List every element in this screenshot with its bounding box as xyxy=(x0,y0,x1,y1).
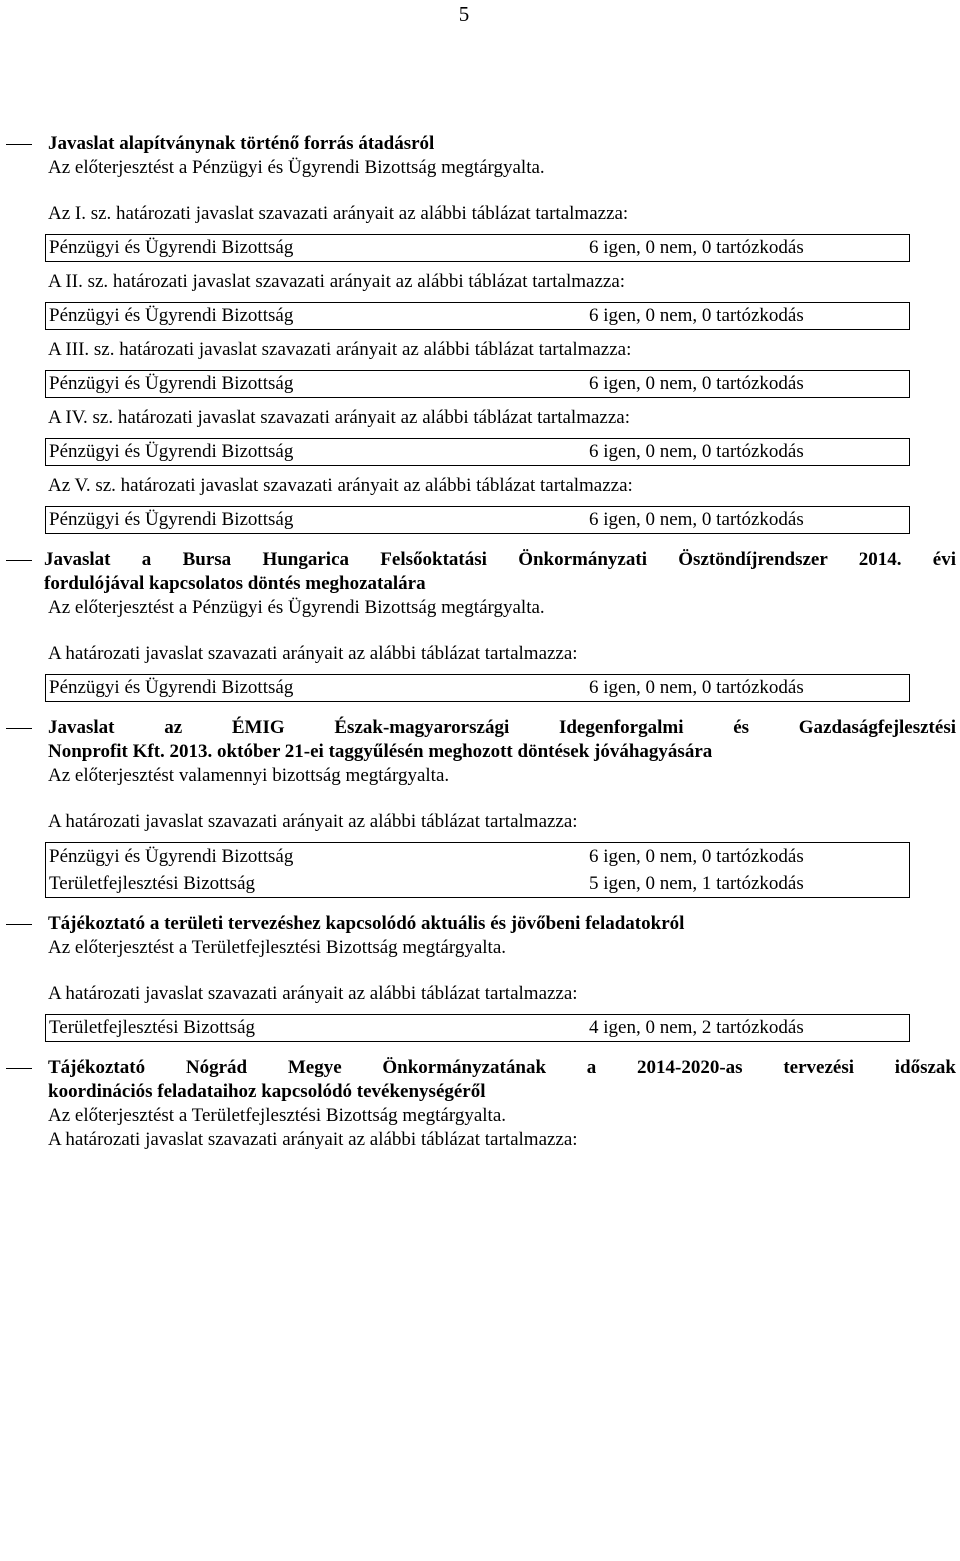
agenda-item-title-line: Nonprofit Kft. 2013. október 21-ei taggyűlésén meghozott döntések jóváhagyására xyxy=(48,741,713,762)
vote-row xyxy=(46,507,910,534)
vote-caption: A határozati javaslat szavazati arányait az alábbi táblázat tartalmazza: xyxy=(48,1129,578,1150)
agenda-item-title: Tájékoztató a területi tervezéshez kapcsolódó aktuális és jövőbeni feladatokról xyxy=(48,913,685,934)
agenda-item-intro: Az előterjesztést a Pénzügyi és Ügyrendi Bizottság megtárgyalta. xyxy=(48,157,545,178)
vote-caption: A II. sz. határozati javaslat szavazati arányait az alábbi táblázat tartalmazza: xyxy=(48,271,626,292)
vote-caption: Az I. sz. határozati javaslat szavazati arányait az alábbi táblázat tartalmazza: xyxy=(48,203,629,224)
agenda-item xyxy=(0,548,960,702)
vote-row xyxy=(46,675,910,702)
vote-result: 4 igen, 0 nem, 2 tartózkodás xyxy=(581,1015,910,1042)
agenda-item-title: Javaslat alapítványnak történő forrás átadásról xyxy=(48,133,435,154)
vote-row xyxy=(46,235,910,262)
vote-row xyxy=(46,303,910,330)
committee-name: Pénzügyi és Ügyrendi Bizottság xyxy=(46,439,582,466)
vote-table xyxy=(45,674,910,702)
committee-name: Területfejlesztési Bizottság xyxy=(46,1015,582,1042)
vote-result: 6 igen, 0 nem, 0 tartózkodás xyxy=(581,843,910,871)
agenda-item-title xyxy=(44,548,956,596)
agenda-item-intro: Az előterjesztést a Területfejlesztési Bizottság megtárgyalta. xyxy=(48,937,507,958)
agenda-item xyxy=(0,912,960,1042)
agenda-item-title-line: Tájékoztató Nógrád Megye Önkormányzatának a 2014-2020-as tervezési időszak xyxy=(48,1057,956,1078)
vote-row xyxy=(46,439,910,466)
vote-caption: A határozati javaslat szavazati arányait az alábbi táblázat tartalmazza: xyxy=(48,811,578,832)
committee-name: Pénzügyi és Ügyrendi Bizottság xyxy=(46,507,582,534)
vote-table xyxy=(45,370,910,398)
committee-name: Pénzügyi és Ügyrendi Bizottság xyxy=(46,235,582,262)
vote-row xyxy=(46,870,910,898)
vote-table xyxy=(45,506,910,534)
vote-result: 6 igen, 0 nem, 0 tartózkodás xyxy=(581,303,910,330)
vote-caption: A határozati javaslat szavazati arányait az alábbi táblázat tartalmazza: xyxy=(48,643,578,664)
vote-result: 6 igen, 0 nem, 0 tartózkodás xyxy=(581,235,910,262)
committee-name: Pénzügyi és Ügyrendi Bizottság xyxy=(46,675,582,702)
agenda-item-title xyxy=(48,716,956,764)
agenda-item-title-line: Javaslat a Bursa Hungarica Felsőoktatási Önkormányzati Ösztöndíjrendszer 2014. évi xyxy=(44,549,956,570)
vote-result: 6 igen, 0 nem, 0 tartózkodás xyxy=(581,439,910,466)
document-body xyxy=(0,132,960,1166)
vote-row xyxy=(46,371,910,398)
committee-name: Pénzügyi és Ügyrendi Bizottság xyxy=(46,843,582,871)
agenda-item xyxy=(0,132,960,534)
vote-caption: A IV. sz. határozati javaslat szavazati arányait az alábbi táblázat tartalmazza: xyxy=(48,407,631,428)
agenda-item-intro: Az előterjesztést a Területfejlesztési Bizottság megtárgyalta. xyxy=(48,1105,507,1126)
committee-name: Pénzügyi és Ügyrendi Bizottság xyxy=(46,371,582,398)
vote-result: 6 igen, 0 nem, 0 tartózkodás xyxy=(581,675,910,702)
vote-result: 5 igen, 0 nem, 1 tartózkodás xyxy=(581,870,910,898)
agenda-item xyxy=(0,716,960,898)
vote-table xyxy=(45,1014,910,1042)
page-number: 5 xyxy=(458,2,470,26)
agenda-item-intro: Az előterjesztést valamennyi bizottság megtárgyalta. xyxy=(48,765,450,786)
vote-table xyxy=(45,842,910,898)
vote-result: 6 igen, 0 nem, 0 tartózkodás xyxy=(581,371,910,398)
committee-name: Pénzügyi és Ügyrendi Bizottság xyxy=(46,303,582,330)
vote-caption: A III. sz. határozati javaslat szavazati arányait az alábbi táblázat tartalmazza: xyxy=(48,339,632,360)
vote-row xyxy=(46,1015,910,1042)
agenda-item-title-line: koordinációs feladataihoz kapcsolódó tevékenységéről xyxy=(48,1081,486,1102)
committee-name: Területfejlesztési Bizottság xyxy=(46,870,582,898)
vote-caption: A határozati javaslat szavazati arányait az alábbi táblázat tartalmazza: xyxy=(48,983,578,1004)
vote-result: 6 igen, 0 nem, 0 tartózkodás xyxy=(581,507,910,534)
vote-caption: Az V. sz. határozati javaslat szavazati arányait az alábbi táblázat tartalmazza: xyxy=(48,475,633,496)
vote-row xyxy=(46,843,910,871)
vote-table xyxy=(45,302,910,330)
agenda-item-title-line: Javaslat az ÉMIG Észak-magyarországi Idegenforgalmi és Gazdaságfejlesztési xyxy=(48,717,956,738)
agenda-item xyxy=(0,1056,960,1152)
vote-table xyxy=(45,438,910,466)
agenda-item-intro: Az előterjesztést a Pénzügyi és Ügyrendi Bizottság megtárgyalta. xyxy=(48,597,545,618)
vote-table xyxy=(45,234,910,262)
agenda-item-title-line: fordulójával kapcsolatos döntés meghozatalára xyxy=(44,573,426,594)
agenda-item-title xyxy=(48,1056,956,1104)
